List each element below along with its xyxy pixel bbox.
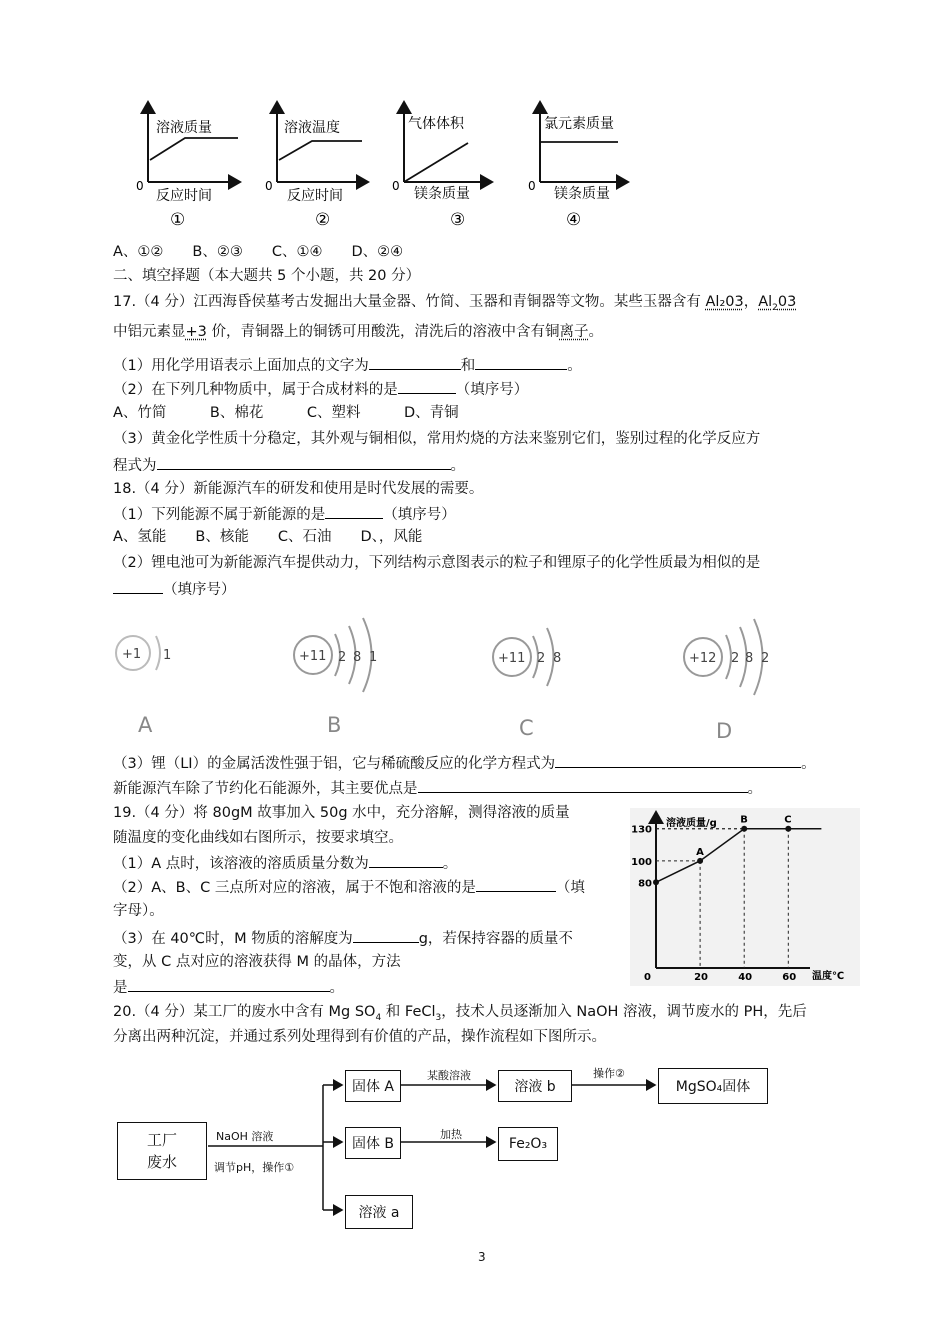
atom-b-label: B bbox=[327, 713, 342, 737]
q18-options: A、氢能 B、核能 C、石油 D、，风能 bbox=[113, 529, 423, 545]
graph-4-ylabel: 氯元素质量 bbox=[544, 116, 614, 132]
y-tick-80: 80 bbox=[638, 878, 652, 890]
flow-product-mgso4: MgSO₄固体 bbox=[658, 1068, 768, 1104]
point-label-B: B bbox=[740, 814, 748, 826]
flow-operation-2-label: 操作② bbox=[593, 1067, 625, 1080]
x-tick-20: 20 bbox=[694, 972, 709, 983]
atom-c-shell-1: 2 bbox=[537, 651, 546, 666]
graph-3-number: ③ bbox=[450, 210, 466, 230]
q19-line-2: 随温度的变化曲线如右图所示，按要求填空。 bbox=[113, 830, 403, 846]
q18-blank-2[interactable] bbox=[113, 578, 163, 594]
flow-solution-b: 溶液 b bbox=[498, 1070, 572, 1102]
atom-c-nucleus: +11 bbox=[498, 651, 526, 666]
y-tick-130: 130 bbox=[631, 824, 652, 836]
q18-part-2: （2）锂电池可为新能源汽车提供动力，下列结构示意图表示的粒子和锂原子的化学性质最为相似的是 bbox=[113, 555, 761, 571]
q17-part-3-cont: 程式为 。 bbox=[113, 454, 465, 476]
graph-1-xlabel: 反应时间 bbox=[156, 188, 212, 204]
series-line bbox=[656, 829, 821, 883]
q19-part-2: （2）A、B、C 三点所对应的溶液，属于不饱和溶液的是 （填 bbox=[113, 876, 585, 898]
q18-blank-1[interactable] bbox=[325, 503, 383, 519]
flow-heat-label: 加热 bbox=[440, 1128, 462, 1141]
q19-part-2-cont: 字母）。 bbox=[113, 903, 164, 919]
flow-solid-a: 固体 A bbox=[345, 1070, 401, 1102]
page-number: 3 bbox=[478, 1250, 486, 1264]
q19-blank-1[interactable] bbox=[369, 852, 443, 868]
point-A bbox=[697, 858, 703, 864]
q16-options: A、①② B、②③ C、①④ D、②④ bbox=[113, 244, 404, 260]
q18-part-3: （3）锂（LI）的金属活泼性强于铝，它与稀硫酸反应的化学方程式为 。 bbox=[113, 752, 816, 774]
q17-blank-1[interactable] bbox=[369, 354, 461, 370]
atom-a-label: A bbox=[138, 713, 153, 737]
q17-line-1: 17.（4 分）江西海昏侯墓考古发掘出大量金器、竹简、玉器和青铜器等文物。某些玉器含有 Al₂03，$Al_203$ bbox=[113, 294, 797, 313]
q18-part-4: 新能源汽车除了节约化石能源外，其主要优点是 。 bbox=[113, 777, 762, 799]
atom-a-nucleus: +1 bbox=[122, 647, 142, 662]
atom-d-shell-3: 2 bbox=[761, 651, 770, 666]
atom-a-shell-1: 1 bbox=[163, 648, 172, 663]
flow-solid-b: 固体 B bbox=[345, 1127, 401, 1159]
q20-line-1: 20.（4 分）某工厂的废水中含有 Mg $SO_4$ 和 FeCl$_3$，技术人员逐渐加入 NaOH 溶液，调节废水的 PH，先后 bbox=[113, 1004, 807, 1023]
q18-part-1: （1）下列能源不属于新能源的是 （填序号） bbox=[113, 503, 456, 525]
graph-3-xlabel: 镁条质量 bbox=[414, 186, 470, 202]
q19-part-3-end: 是 。 bbox=[113, 976, 344, 998]
q19-blank-2[interactable] bbox=[476, 876, 556, 892]
x-tick-60: 60 bbox=[782, 972, 797, 983]
graph-2-xlabel: 反应时间 bbox=[287, 188, 343, 204]
chart-ylabel: 溶液质量/g bbox=[666, 818, 717, 829]
q19-line-1: 19.（4 分）将 80gM 故事加入 50g 水中，充分溶解，测得溶液的质量 bbox=[113, 805, 570, 821]
atom-c-shell-2: 8 bbox=[553, 651, 562, 666]
q17-options: A、竹简 B、棉花 C、塑料 D、青铜 bbox=[113, 405, 459, 421]
point-C bbox=[785, 826, 791, 832]
graph-1 bbox=[136, 102, 240, 230]
graph-3-ylabel: 气体体积 bbox=[408, 116, 464, 132]
q17-blank-2[interactable] bbox=[475, 354, 567, 370]
graph-3-origin: 0 bbox=[392, 179, 400, 193]
flow-reagent-label: NaOH 溶液 bbox=[216, 1130, 274, 1143]
graph-1-number: ① bbox=[170, 210, 186, 230]
atom-b-shell-2: 8 bbox=[353, 650, 362, 665]
graph-2-number: ② bbox=[315, 210, 331, 230]
flow-acid-label: 某酸溶液 bbox=[427, 1069, 471, 1082]
atom-d-shell-1: 2 bbox=[731, 651, 740, 666]
graph-3 bbox=[392, 102, 492, 230]
graph-4-xlabel: 镁条质量 bbox=[554, 186, 610, 202]
q19-part-1: （1）A 点时，该溶液的溶质质量分数为 。 bbox=[113, 852, 457, 874]
flow-product-fe2o3: Fe₂O₃ bbox=[498, 1127, 558, 1161]
graph-1-origin: 0 bbox=[136, 179, 144, 193]
graph-4-origin: 0 bbox=[528, 179, 536, 193]
atom-d-shell-2: 8 bbox=[745, 651, 754, 666]
point-label-C: C bbox=[784, 814, 792, 826]
atom-b-nucleus: +11 bbox=[299, 649, 327, 664]
q19-part-3: （3）在 40℃时，M 物质的溶解度为 g，若保持容器的质量不 bbox=[113, 927, 573, 949]
q18-blank-3[interactable] bbox=[555, 752, 801, 768]
q19-blank-4[interactable] bbox=[128, 976, 330, 992]
solubility-chart bbox=[630, 808, 860, 986]
atom-b-shell-1: 2 bbox=[338, 650, 347, 665]
graphs-figure bbox=[0, 0, 950, 240]
graph-4 bbox=[528, 102, 628, 230]
atom-d-nucleus: +12 bbox=[689, 651, 717, 666]
q17-blank-4[interactable] bbox=[157, 454, 451, 470]
q19-blank-3[interactable] bbox=[353, 927, 419, 943]
q17-part-2: （2）在下列几种物质中，属于合成材料的是 （填序号） bbox=[113, 378, 528, 400]
q17-line-2: 中铝元素显+3 价，青铜器上的铜锈可用酸洗，清洗后的溶液中含有铜离子。 bbox=[113, 324, 603, 340]
q17-part-1: （1）用化学用语表示上面加点的文字为 和 。 bbox=[113, 354, 582, 376]
y-tick-100: 100 bbox=[631, 856, 652, 868]
atom-diagrams bbox=[0, 600, 950, 750]
point-label-A: A bbox=[696, 846, 704, 858]
graph-4-number: ④ bbox=[566, 210, 582, 230]
graph-2-origin: 0 bbox=[265, 179, 273, 193]
chart-xlabel: 温度℃ bbox=[812, 971, 845, 982]
atom-d-label: D bbox=[716, 719, 733, 743]
graph-2-ylabel: 溶液温度 bbox=[284, 120, 340, 136]
flow-operation-1-label: 调节pH，操作① bbox=[214, 1161, 295, 1174]
point-start bbox=[653, 879, 659, 885]
q20-line-2: 分离出两种沉淀，并通过系列处理得到有价值的产品，操作流程如下图所示。 bbox=[113, 1029, 606, 1045]
q18-heading: 18.（4 分）新能源汽车的研发和使用是时代发展的需要。 bbox=[113, 481, 484, 497]
q17-part-3: （3）黄金化学性质十分稳定，其外观与铜相似，常用灼烧的方法来鉴别它们，鉴别过程的化学反应方 bbox=[113, 431, 761, 447]
graph-1-ylabel: 溶液质量 bbox=[156, 120, 212, 136]
point-B bbox=[741, 826, 747, 832]
flow-solution-a: 溶液 a bbox=[345, 1195, 413, 1229]
q18-part-2-cont: （填序号） bbox=[113, 578, 236, 600]
atom-c-label: C bbox=[519, 716, 534, 740]
x-tick-0: 0 bbox=[644, 972, 651, 983]
flow-source-box: 工厂 废水 bbox=[117, 1122, 207, 1180]
graph-2 bbox=[265, 102, 368, 230]
q17-blank-3[interactable] bbox=[398, 378, 456, 394]
x-tick-40: 40 bbox=[738, 972, 753, 983]
q19-part-3-cont: 变，从 C 点对应的溶液获得 M 的晶体，方法 bbox=[113, 954, 401, 970]
atom-b-shell-3: 1 bbox=[369, 650, 378, 665]
q18-blank-4[interactable] bbox=[418, 777, 748, 793]
section-2-heading: 二、填空择题（本大题共 5 个小题，共 20 分） bbox=[113, 268, 421, 284]
